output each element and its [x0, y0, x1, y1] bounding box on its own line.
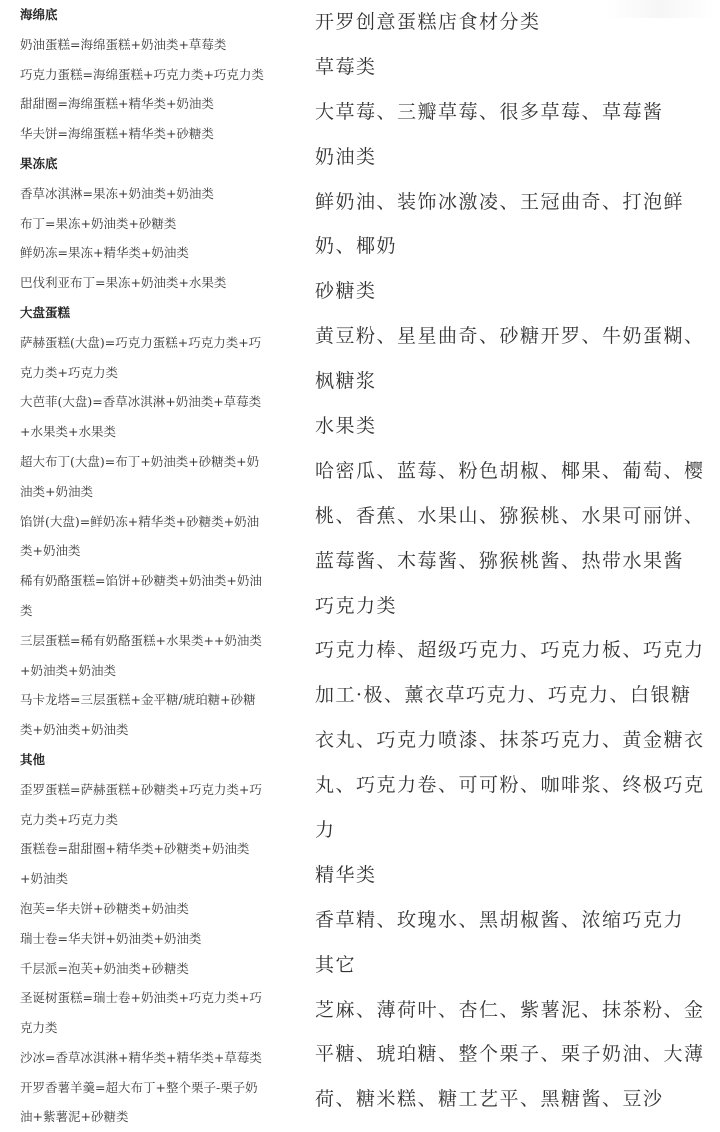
category-heading: 奶油类	[315, 145, 377, 168]
recipe-line: 萨赫蛋糕(大盘)=巧克力蛋糕+巧克力类+巧	[20, 334, 262, 350]
recipe-line: 稀有奶酪蛋糕=馅饼+砂糖类+奶油类+奶油	[20, 573, 262, 589]
recipe-line: 华夫饼=海绵蛋糕+精华类+砂糖类	[20, 126, 214, 142]
ingredient-list-line: 芝麻、薄荷叶、杏仁、紫薯泥、抹茶粉、金	[315, 998, 705, 1021]
recipe-line: 克力类	[20, 1020, 58, 1036]
ingredient-list-line: 平糖、琥珀糖、整个栗子、栗子奶油、大薄	[315, 1043, 705, 1066]
category-heading: 砂糖类	[315, 280, 377, 303]
ingredient-category-column	[315, 0, 715, 1122]
recipe-line: 开罗香薯羊羹=超大布丁+整个栗子-栗子奶	[20, 1079, 258, 1095]
recipe-line: 大芭菲(大盘)=香草冰淇淋+奶油类+草莓类	[20, 394, 262, 410]
category-heading: 巧克力类	[315, 594, 398, 617]
ingredient-list-line: 奶、椰奶	[315, 235, 398, 258]
ingredient-list-line: 蓝莓酱、木莓酱、猕猴桃酱、热带水果酱	[315, 549, 685, 572]
recipe-line: 歪罗蛋糕=萨赫蛋糕+砂糖类+巧克力类+巧	[20, 781, 262, 797]
section-heading: 其他	[20, 751, 46, 767]
recipe-line: 巴伐利亚布丁=果冻+奶油类+水果类	[20, 275, 227, 291]
recipe-line: 沙冰=香草冰淇淋+精华类+精华类+草莓类	[20, 1049, 262, 1065]
page-title: 开罗创意蛋糕店食材分类	[315, 11, 541, 33]
recipe-column	[20, 0, 300, 1132]
recipe-line: 巧克力蛋糕=海绵蛋糕+巧克力类+巧克力类	[20, 66, 264, 82]
recipe-line: +奶油类+奶油类	[20, 662, 116, 678]
ingredient-list-line: 黄豆粉、星星曲奇、砂糖开罗、牛奶蛋糊、	[315, 325, 705, 348]
recipe-line: 千层派=泡芙+奶油类+砂糖类	[20, 960, 189, 976]
recipe-line: 泡芙=华夫饼+砂糖类+奶油类	[20, 900, 189, 916]
ingredient-list-line: 桃、香蕉、水果山、猕猴桃、水果可丽饼、	[315, 504, 705, 527]
ingredient-list-line: 哈密瓜、蓝莓、粉色胡椒、椰果、葡萄、樱	[315, 459, 705, 482]
ingredient-list-line: 加工·极、薰衣草巧克力、巧克力、白银糖	[315, 684, 692, 707]
recipe-line: 类+奶油类	[20, 543, 81, 559]
recipe-line: 奶油蛋糕=海绵蛋糕+奶油类+草莓类	[20, 36, 227, 52]
recipe-line: 蛋糕卷=甜甜圈+精华类+砂糖类+奶油类	[20, 841, 250, 857]
recipe-line: 三层蛋糕=稀有奶酪蛋糕+水果类++奶油类	[20, 632, 262, 648]
section-heading: 海绵底	[20, 7, 58, 22]
section-heading: 果冻底	[20, 155, 58, 171]
recipe-line: 马卡龙塔=三层蛋糕+金平糖/琥珀糖+砂糖	[20, 692, 256, 708]
ingredient-list-line: 巧克力棒、超级巧克力、巧克力板、巧克力	[315, 639, 705, 662]
ingredient-list-line: 力	[315, 819, 336, 842]
ingredient-list-line: 大草莓、三瓣草莓、很多草莓、草莓酱	[315, 100, 664, 123]
ingredient-list-line: 荷、糖米糕、糖工艺平、黑糖酱、豆沙	[315, 1088, 664, 1111]
section-heading: 大盘蛋糕	[20, 304, 71, 320]
recipe-line: 油类+奶油类	[20, 483, 93, 499]
recipe-line: 鲜奶冻=果冻+精华类+奶油类	[20, 245, 189, 261]
category-heading: 精华类	[315, 863, 377, 886]
recipe-line: 圣诞树蛋糕=瑞士卷+奶油类+巧克力类+巧	[20, 990, 262, 1006]
recipe-line: 克力类+巧克力类	[20, 364, 118, 380]
recipe-line: 馅饼(大盘)=鲜奶冻+精华类+砂糖类+奶油	[20, 513, 260, 529]
category-heading: 水果类	[315, 415, 377, 438]
recipe-line: 类	[20, 602, 33, 618]
recipe-line: +水果类+水果类	[20, 424, 116, 440]
recipe-line: 香草冰淇淋=果冻+奶油类+奶油类	[20, 185, 214, 201]
recipe-line: 油+紫薯泥+砂糖类	[20, 1109, 129, 1125]
ingredient-list-line: 丸、巧克力卷、可可粉、咖啡浆、终极巧克	[315, 774, 705, 797]
recipe-line: 超大布丁(大盘)=布丁+奶油类+砂糖类+奶	[20, 453, 260, 469]
ingredient-list-line: 衣丸、巧克力喷漆、抹茶巧克力、黄金糖衣	[315, 729, 705, 752]
category-heading: 草莓类	[315, 55, 377, 78]
recipe-line: 布丁=果冻+奶油类+砂糖类	[20, 215, 177, 231]
recipe-line: 克力类+巧克力类	[20, 811, 118, 827]
ingredient-list-line: 枫糖浆	[315, 370, 377, 393]
ingredient-list-line: 香草精、玫瑰水、黑胡椒酱、浓缩巧克力	[315, 908, 685, 931]
category-heading: 其它	[315, 953, 357, 976]
ingredient-list-line: 鲜奶油、装饰冰激凌、王冠曲奇、打泡鲜	[315, 190, 685, 213]
recipe-line: 甜甜圈=海绵蛋糕+精华类+奶油类	[20, 96, 214, 112]
recipe-line: 瑞士卷=华夫饼+奶油类+奶油类	[20, 930, 202, 946]
recipe-line: 类+奶油类+奶油类	[20, 722, 129, 738]
recipe-line: +奶油类	[20, 871, 68, 887]
